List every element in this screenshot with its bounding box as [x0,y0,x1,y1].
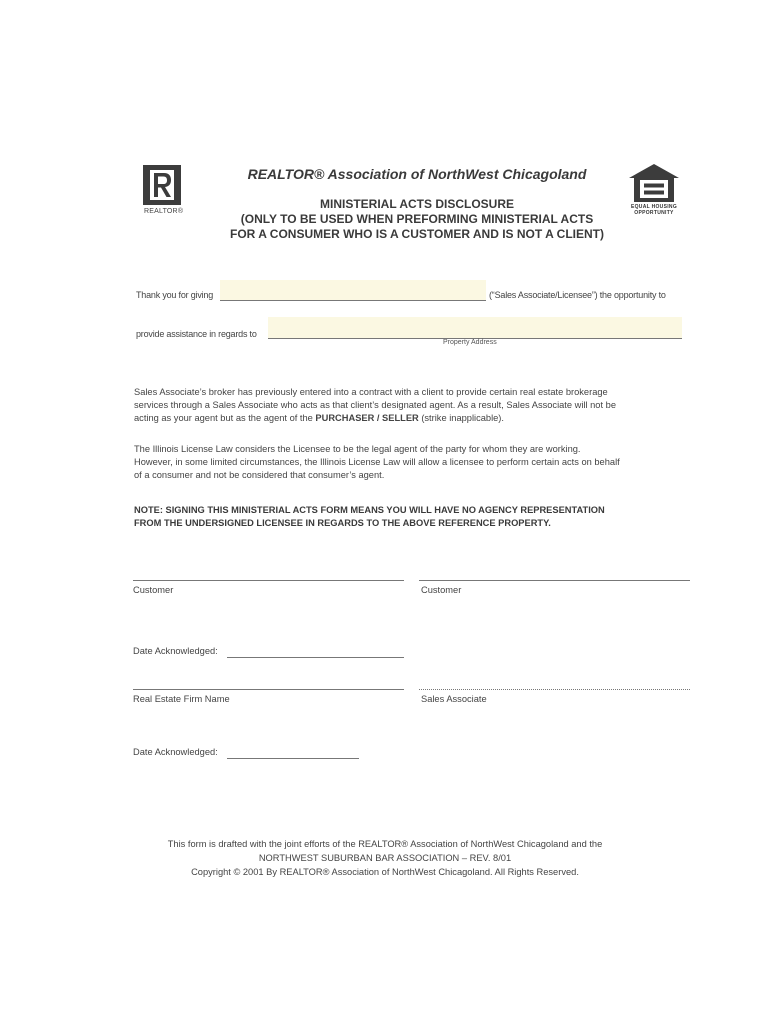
para1-line3 [134,412,694,425]
customer-signature-line-right[interactable] [419,580,690,581]
customer-signature-line-left[interactable] [133,580,404,581]
property-address-field[interactable] [268,317,682,339]
form-title: MINISTERIAL ACTS DISCLOSURE [319,197,514,211]
property-address-caption: Property Address [443,339,497,346]
firm-name-label: Real Estate Firm Name [133,694,230,704]
broker-paragraph [134,386,694,425]
form-subtitle-2: FOR A CONSUMER WHO IS A CUSTOMER AND IS NOT A CLIENT) [230,227,604,241]
footer-line3: Copyright © 2001 By REALTOR® Association of NorthWest Chicagoland. All Rights Reserved. [191,867,579,877]
firm-name-line[interactable] [133,689,404,690]
para1-line3-pre: acting as your agent but as the agent of the [134,413,316,423]
association-title: REALTOR® Association of NorthWest Chicagoland [247,166,587,182]
form-subtitle-1: (ONLY TO BE USED WHEN PREFORMING MINISTERIAL ACTS [240,212,594,226]
eho-label-line1: EQUAL HOUSING [630,204,678,210]
para2-line2: However, in some limited circumstances, the Illinois License Law will allow a licensee to perform certain acts on behalf [134,457,620,467]
sales-associate-signature-line[interactable] [419,689,690,690]
para1-line3-post: (strike inapplicable). [418,413,504,423]
eho-label-line2: OPPORTUNITY [634,210,674,216]
customer-label-left: Customer [133,585,174,595]
date-acknowledged-label-2: Date Acknowledged: [133,747,218,757]
note-paragraph [134,504,694,530]
sales-associate-label: Sales Associate [421,694,487,704]
para2-line1: The Illinois License Law considers the Licensee to be the legal agent of the party for whom they are working. [134,444,581,454]
note-line2: FROM THE UNDERSIGNED LICENSEE IN REGARDS TO THE ABOVE REFERENCE PROPERTY. [134,518,551,528]
footer-line1: This form is drafted with the joint efforts of the REALTOR® Association of NorthWest Chicagoland and the [167,839,603,849]
assistance-prefix: provide assistance in regards to [136,329,257,339]
thank-you-prefix: Thank you for giving [136,290,214,300]
date-acknowledged-line-1[interactable] [227,657,404,658]
footer [120,837,650,879]
purchaser-seller-choice: PURCHASER / SELLER [315,413,419,423]
date-acknowledged-line-2[interactable] [227,758,359,759]
footer-line2: NORTHWEST SUBURBAN BAR ASSOCIATION – REV. 8/01 [258,853,512,863]
para1-line1: Sales Associate’s broker has previously entered into a contract with a client to provide certain real estate brokerage [134,387,608,397]
para1-line2: services through a Sales Associate who acts as that client’s designated agent. As a result, Sales Associate will not be [134,400,616,410]
sales-associate-name-field[interactable] [220,280,486,301]
thank-you-suffix: (“Sales Associate/Licensee”) the opportunity to [489,290,666,300]
realtor-logo-label: REALTOR® [144,208,184,215]
form-heading [160,197,674,242]
license-law-paragraph [134,443,694,482]
customer-label-right: Customer [421,585,462,595]
para2-line3: of a consumer and not be considered that consumer’s agent. [134,470,385,480]
note-line1: NOTE: SIGNING THIS MINISTERIAL ACTS FORM MEANS YOU WILL HAVE NO AGENCY REPRESENTATION [134,505,605,515]
date-acknowledged-label-1: Date Acknowledged: [133,646,218,656]
